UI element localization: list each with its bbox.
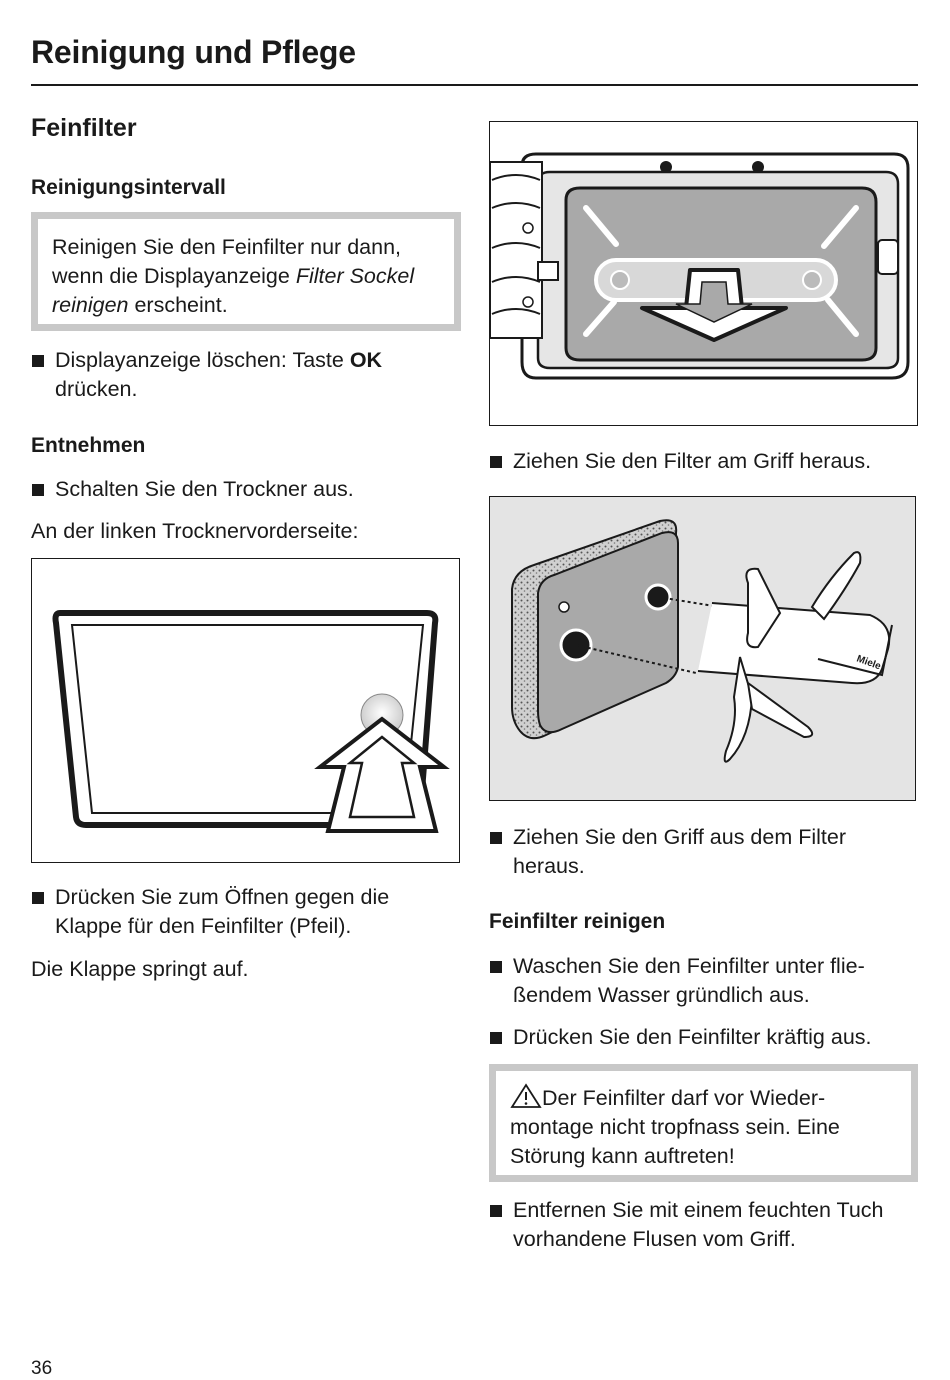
figure-filter-handle [489,496,916,801]
bullet-wash: Waschen Sie den Feinfilter unter fließendem Wasser gründlich aus. [489,952,919,1010]
note-text-2: erscheint. [128,293,228,317]
handle-logo: Miele [854,653,883,673]
clip-right [752,161,764,173]
bullet-pull-filter: Ziehen Sie den Filter am Griff heraus. [489,447,919,476]
filter-housing-illustration [490,122,918,426]
flap-opens-text: Die Klappe springt auf. [31,957,249,981]
handle-pin-left [611,271,629,289]
section-title: Feinfilter [31,114,137,142]
handle-bar [698,603,889,683]
handle-wing-upper-right [812,552,860,619]
clean-heading: Feinfilter reinigen [489,910,666,933]
figure-flap [31,558,460,863]
screw-bottom-icon [523,297,533,307]
page-title: Reinigung und Pflege [31,34,356,70]
bullet-squeeze: Drücken Sie den Feinfilter kräftig aus. [489,1023,919,1052]
warning-box [489,1064,918,1182]
flap-illustration [32,559,460,863]
ok-key-label: OK [349,348,383,372]
front-text: An der linken Trocknervorderseite: [31,519,359,543]
latch-right [878,240,898,274]
bullet-wipe-handle: Entfernen Sie mit einem feuchten Tuch vorhandene Flusen vom Griff. [489,1196,919,1254]
filter-handle-illustration [490,497,916,801]
interval-note-box [31,212,461,331]
bullet-switch-off: Schalten Sie den Trockner aus. [31,475,451,504]
header-rule [31,84,918,86]
bullet-clear-text: Displayanzeige löschen: Taste [55,348,350,372]
handle-pin-right [803,271,821,289]
warning-text: Der Feinfilter darf vor Wiedermontage nicht tropfnass sein. Eine Störung kann auftreten! [510,1086,840,1168]
screw-top-icon [523,223,533,233]
remove-heading: Entnehmen [31,434,146,457]
note-italic-display: Filter Sockel reinigen [52,264,415,317]
filter-dot [559,602,569,612]
handle-wing-lower-right [748,683,812,737]
page-number: 36 [31,1358,53,1379]
bullet-pull-handle: Ziehen Sie den Griff aus dem Filter heraus. [489,823,919,881]
bullet-clear-text-2: drücken. [55,377,138,401]
bullet-press-flap: Drücken Sie zum Öffnen gegen die Klappe für den Feinfilter (Pfeil). [31,883,451,941]
note-text-1: Reinigen Sie den Feinfilter nur dann, wenn die Displayanzeige [52,235,401,288]
clip-left [660,161,672,173]
interval-heading: Reinigungsintervall [31,176,226,199]
warning-icon [510,1083,542,1109]
bullet-clear-display [31,346,451,404]
figure-filter-housing [489,121,918,426]
latch-left [538,262,558,280]
